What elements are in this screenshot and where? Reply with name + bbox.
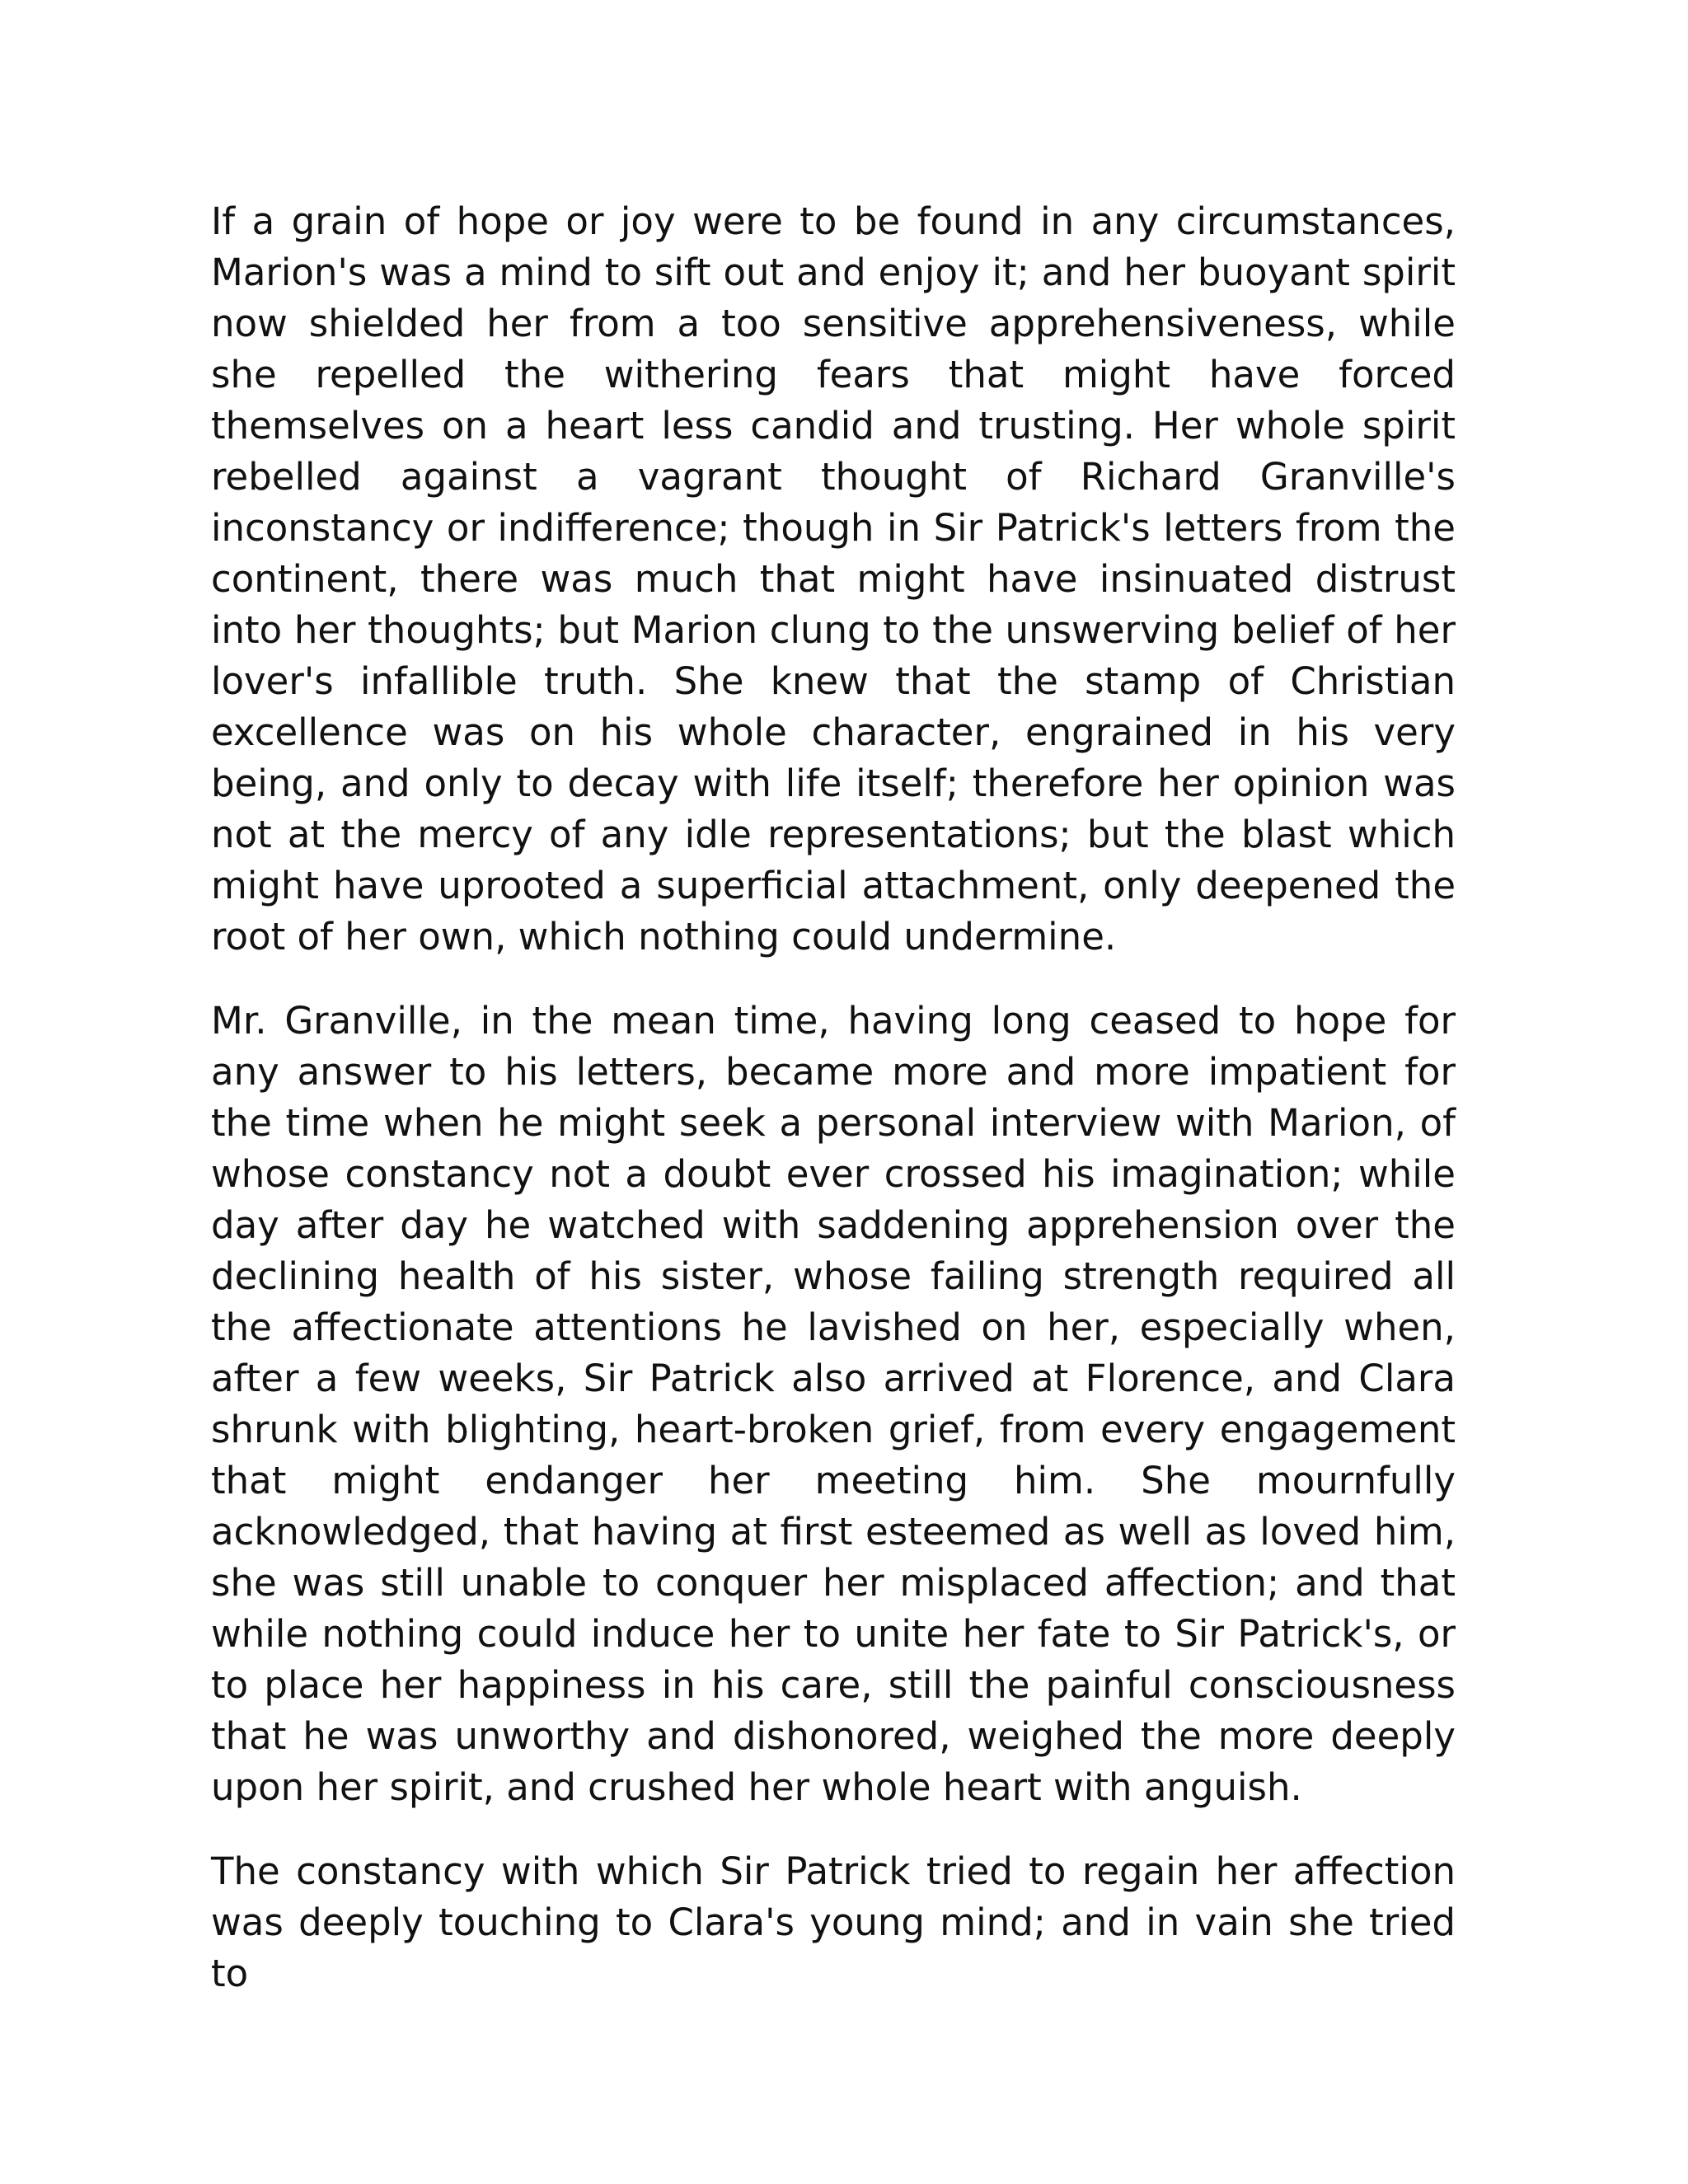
paragraph-1: If a grain of hope or joy were to be found in any circumstances, Marion's was a mind to sift out and enjoy it; and her buoyant spirit now shielded her from a too sensitive apprehensiveness, while she repelled the withering fears that might have forced themselves on a heart less candid and trusting. Her whole spirit rebelled against a vagrant thought of Richard Granville's inconstancy or indifference; though in Sir Patrick's letters from the continent, there was much that might have insinuated distrust into her thoughts; but Marion clung to the unswerving belief of her lover's infallible truth. She knew that the stamp of Christian excellence was on his whole character, engrained in his very being, and only to decay with life itself; therefore her opinion was not at the mercy of any idle representations; but the blast which might have uprooted a superficial attachment, only deepened the root of her own, which nothing could undermine. bbox=[211, 199, 1456, 958]
paragraph-3: The constancy with which Sir Patrick tried to regain her affection was deeply touching to Clara's young mind; and in vain she tried to bbox=[211, 1849, 1456, 1995]
paragraph-2: Mr. Granville, in the mean time, having long ceased to hope for any answer to his letters, became more and more impatient for the time when he might seek a personal interview with Marion, of whose constancy not a doubt ever crossed his imagination; while day after day he watched with saddening apprehension over the declining health of his sister, whose failing strength required all the affectionate attentions he lavished on her, especially when, after a few weeks, Sir Patrick also arrived at Florence, and Clara shrunk with blighting, heart-broken grief, from every engagement that might endanger her meeting him. She mournfully acknowledged, that having at first esteemed as well as loved him, she was still unable to conquer her misplaced affection; and that while nothing could induce her to unite her fate to Sir Patrick's, or to place her happiness in his care, still the painful consciousness that he was unworthy and dishonored, weighed the more deeply upon her spirit, and crushed her whole heart with anguish. bbox=[211, 999, 1456, 1809]
body-text bbox=[211, 196, 1456, 1999]
